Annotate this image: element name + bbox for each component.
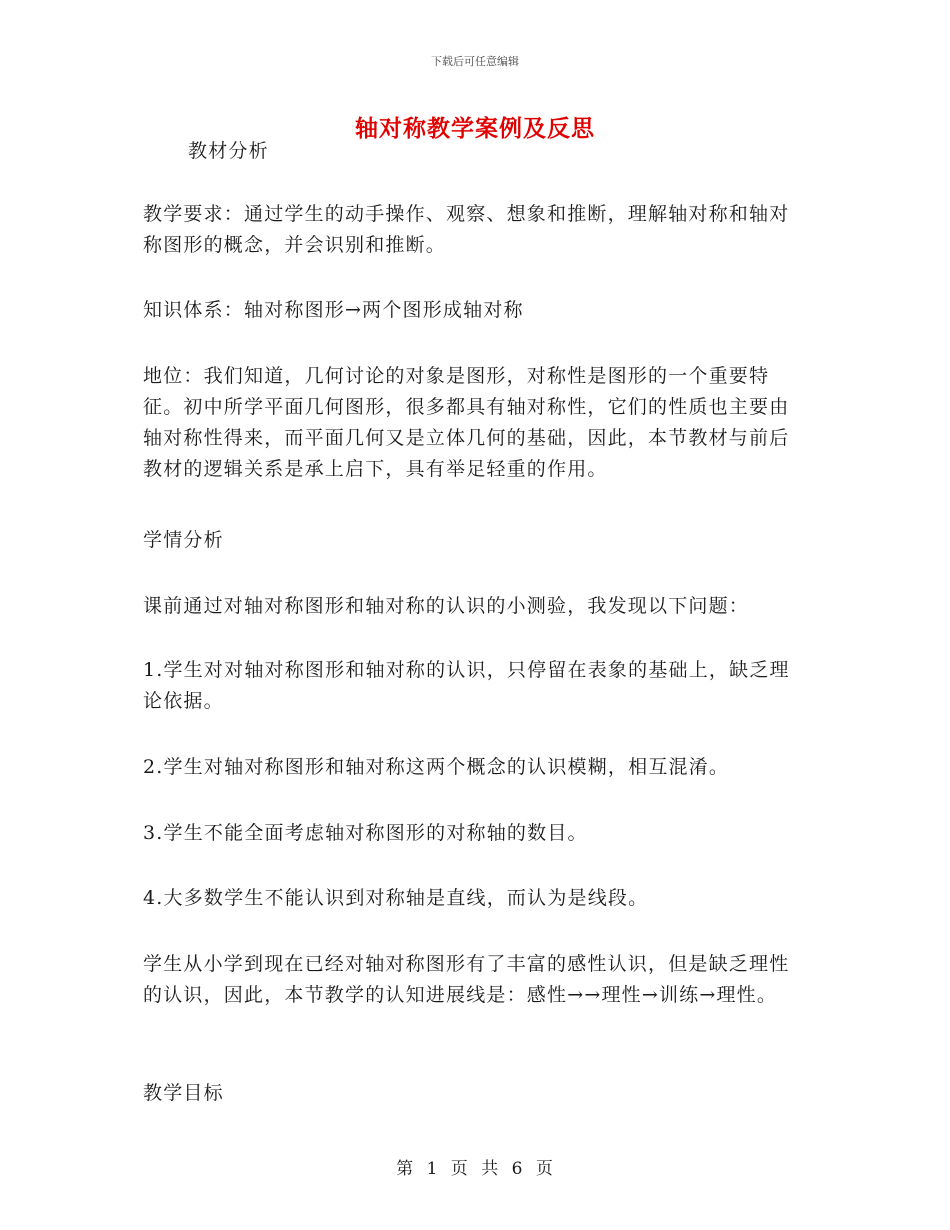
footer-page-word: 页 xyxy=(450,1159,469,1179)
paragraph-knowledge-system: 知识体系：轴对称图形→两个图形成轴对称 xyxy=(143,299,524,321)
footer-total-prefix: 共 xyxy=(481,1159,500,1179)
list-item-problem-4: 4.大多数学生不能认识到对称轴是直线，而认为是线段。 xyxy=(143,887,649,909)
list-item-problem-3: 3.学生不能全面考虑轴对称图形的对称轴的数目。 xyxy=(143,822,588,844)
section-heading-teaching-goals: 教学目标 xyxy=(143,1082,224,1104)
paragraph-pretest-intro: 课前通过对轴对称图形和轴对称的认识的小测验，我发现以下问题： xyxy=(143,595,750,617)
list-item-problem-1: 1.学生对对轴对称图形和轴对称的认识，只停留在表象的基础上，缺乏理论依据。 xyxy=(143,659,790,712)
section-heading-student-analysis: 学情分析 xyxy=(143,529,224,551)
footer-prefix: 第 xyxy=(396,1159,415,1179)
footer-total-pages: 6 xyxy=(511,1159,524,1179)
page-header-note: 下载后可任意编辑 xyxy=(431,55,519,68)
paragraph-position: 地位：我们知道，几何讨论的对象是图形，对称性是图形的一个重要特征。初中所学平面几何图形，很多都具有轴对称性，它们的性质也主要由轴对称性得来，而平面几何又是立体几何的基础，因此，本节教材与前后教材的逻辑关系是承上启下，具有举足轻重的作用。 xyxy=(143,365,790,480)
section-heading-textbook-analysis: 教材分析 xyxy=(188,140,269,162)
page-footer xyxy=(0,1154,950,1179)
footer-suffix: 页 xyxy=(535,1159,554,1179)
footer-current-page: 1 xyxy=(426,1159,439,1179)
paragraph-teaching-requirements: 教学要求：通过学生的动手操作、观察、想象和推断，理解轴对称和轴对称图形的概念，并会识别和推断。 xyxy=(143,203,790,256)
paragraph-cognitive-line: 学生从小学到现在已经对轴对称图形有了丰富的感性认识，但是缺乏理性的认识，因此，本节教学的认知进展线是：感性→→理性→训练→理性。 xyxy=(143,953,790,1006)
list-item-problem-2: 2.学生对轴对称图形和轴对称这两个概念的认识模糊，相互混淆。 xyxy=(143,756,730,778)
document-title: 轴对称教学案例及反思 xyxy=(355,115,595,142)
